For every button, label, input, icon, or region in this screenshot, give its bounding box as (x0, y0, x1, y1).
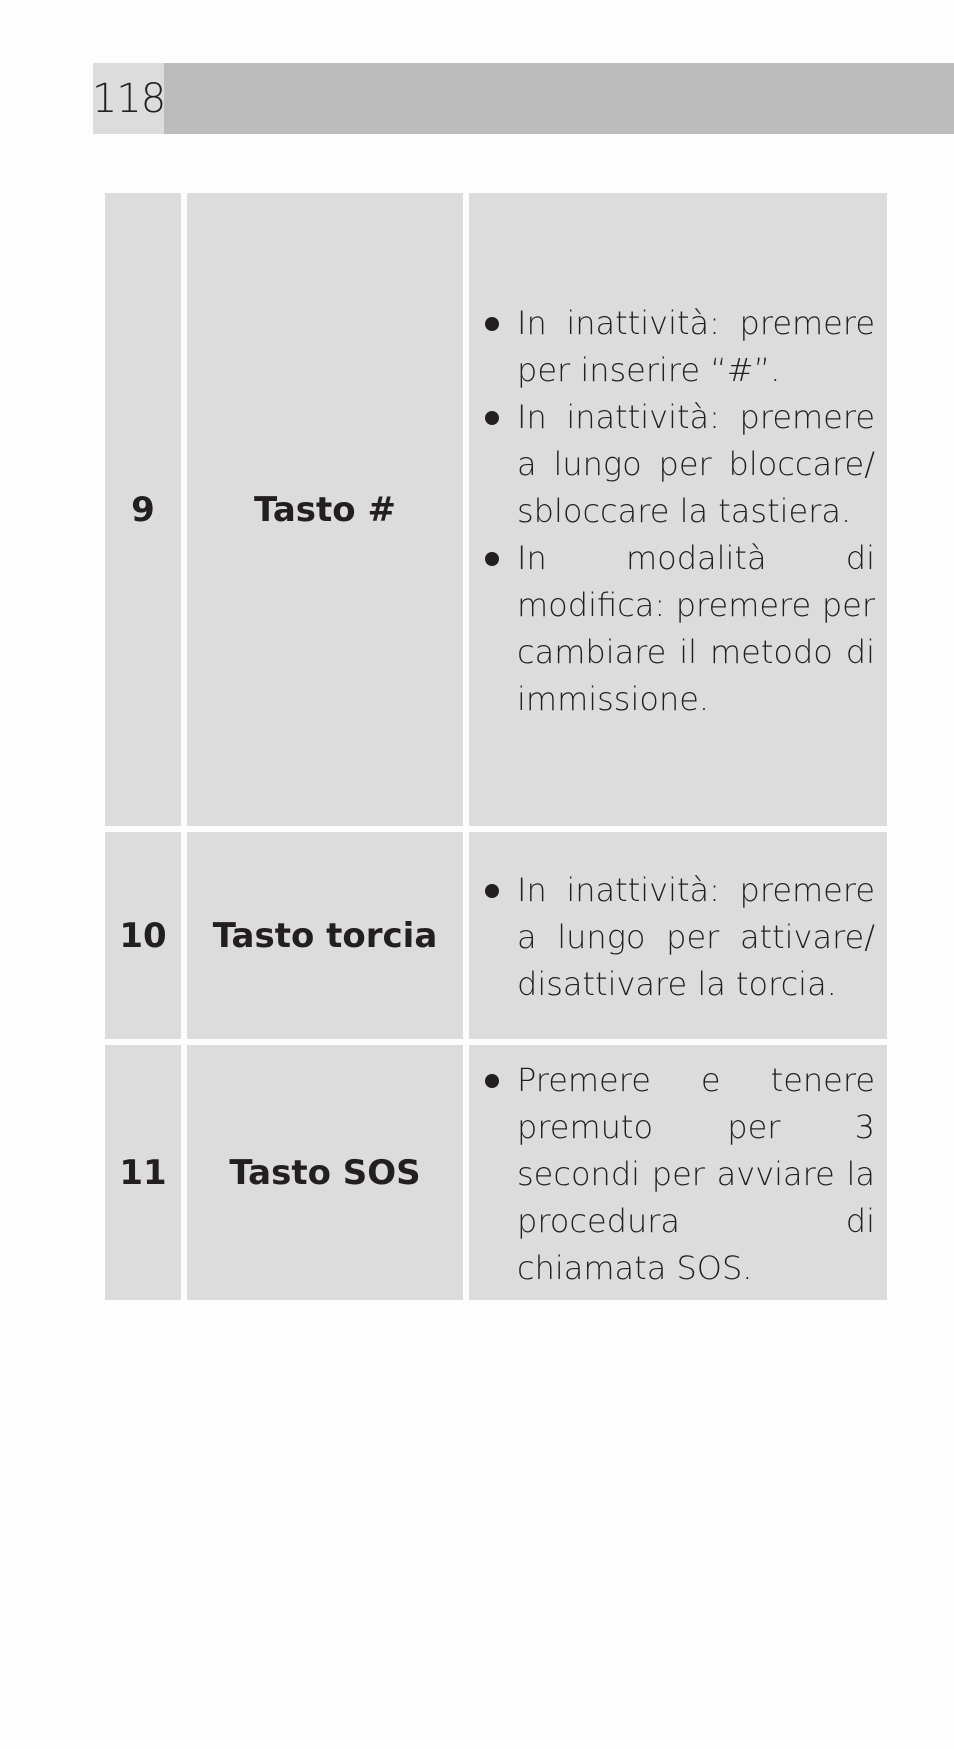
key-name: Tasto # (187, 193, 463, 826)
keys-table (99, 187, 893, 1306)
key-description (469, 1045, 887, 1300)
table-row (105, 1045, 887, 1300)
page-number: 118 (93, 63, 164, 134)
key-number: 9 (105, 193, 181, 826)
key-number: 10 (105, 832, 181, 1039)
key-name: Tasto SOS (187, 1045, 463, 1300)
description-bullet: Premere e tenere premuto per 3 secondi per avviare la procedura di chiamata SOS. (481, 1057, 875, 1292)
key-name: Tasto torcia (187, 832, 463, 1039)
key-description (469, 832, 887, 1039)
description-bullet: In modalità di modifica: premere per cambiare il metodo di immissione. (481, 535, 875, 723)
description-bullet: In inattività: premere per inserire “#”. (481, 300, 875, 394)
page-header-band (93, 63, 954, 134)
key-description (469, 193, 887, 826)
description-bullet: In inattività: premere a lungo per attivare/ disattivare la torcia. (481, 867, 875, 1008)
table-row (105, 832, 887, 1039)
table-row (105, 193, 887, 826)
key-number: 11 (105, 1045, 181, 1300)
description-bullet: In inattività: premere a lungo per bloccare/ sbloccare la tastiera. (481, 394, 875, 535)
